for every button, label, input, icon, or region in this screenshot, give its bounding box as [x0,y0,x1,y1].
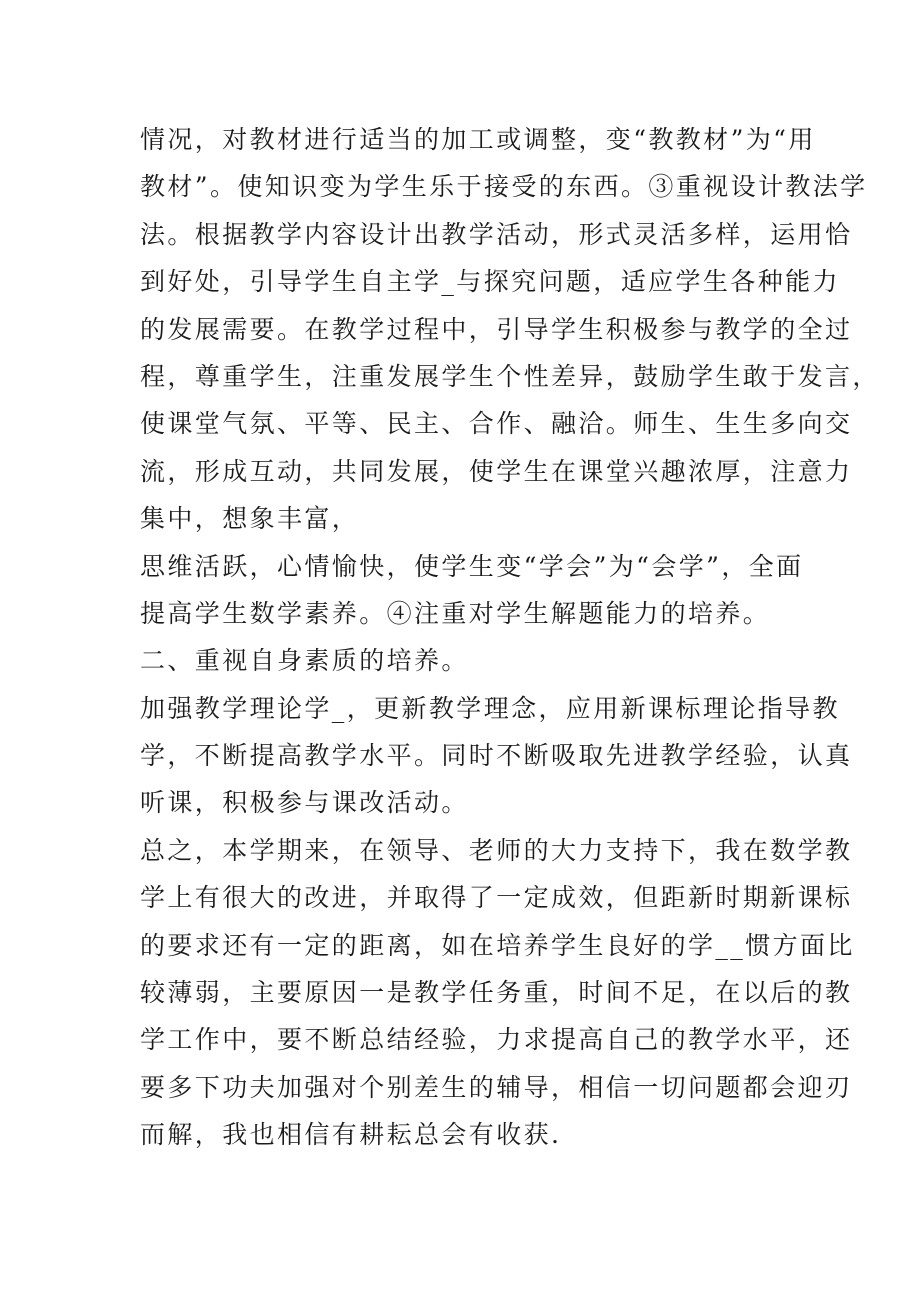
text-line: 听课，积极参与课改活动。 [140,788,469,818]
text-line: 提高学生数学素养。④注重对学生解题能力的培养。 [140,598,771,628]
text-line: 思维活跃，心情愉快，使学生变“学会”为“会学”，全面 [140,551,804,581]
text-line: 学工作中，要不断总结经验，力求提高自己的教学水平，还 [140,1025,853,1055]
text-line: 而解，我也相信有耕耘总会有收获. [140,1120,562,1150]
text-line: 较薄弱，主要原因一是教学任务重，时间不足，在以后的教 [140,978,853,1008]
text-line: 法。根据教学内容设计出教学活动，形式灵活多样，运用恰 [140,219,853,249]
paragraph-theory-study [140,685,853,827]
text-line: 到好处，引导学生自主学_与探究问题，适应学生各种能力 [140,267,840,297]
text-line: 教材”。使知识变为学生乐于接受的东西。③重视设计教法学 [140,172,868,202]
paragraph-teaching-methods [140,116,880,543]
text-line: 二、重视自身素质的培养。 [140,646,469,676]
text-line: 流，形成互动，共同发展，使学生在课堂兴趣浓厚，注意力 [140,456,853,486]
text-line: 学，不断提高教学水平。同时不断吸取先进教学经验，认真 [140,741,853,771]
text-line: 要多下功夫加强对个别差生的辅导，相信一切问题都会迎刃 [140,1072,853,1102]
text-line: 使课堂气氛、平等、民主、合作、融洽。师生、生生多向交 [140,409,853,439]
text-line: 的发展需要。在教学过程中，引导学生积极参与教学的全过 [140,314,853,344]
text-line: 加强教学理论学_，更新教学理念，应用新课标理论指导教 [140,693,840,723]
text-line: 集中，想象丰富， [140,504,360,534]
text-line: 学上有很大的改进，并取得了一定成效，但距新时期新课标 [140,883,853,913]
text-line: 情况，对教材进行适当的加工或调整，变“教教材”为“用 [140,125,816,154]
text-line: 总之，本学期来，在领导、老师的大力支持下，我在数学教 [140,835,853,865]
document-body [140,116,880,1159]
text-line: 程，尊重学生，注重发展学生个性差异，鼓励学生敢于发言， [140,361,880,391]
text-line: 的要求还有一定的距离，如在培养学生良好的学__惯方面比 [140,930,855,960]
paragraph-student-thinking [140,543,804,638]
paragraph-summary [140,827,855,1159]
section-heading-self-quality [140,637,785,684]
